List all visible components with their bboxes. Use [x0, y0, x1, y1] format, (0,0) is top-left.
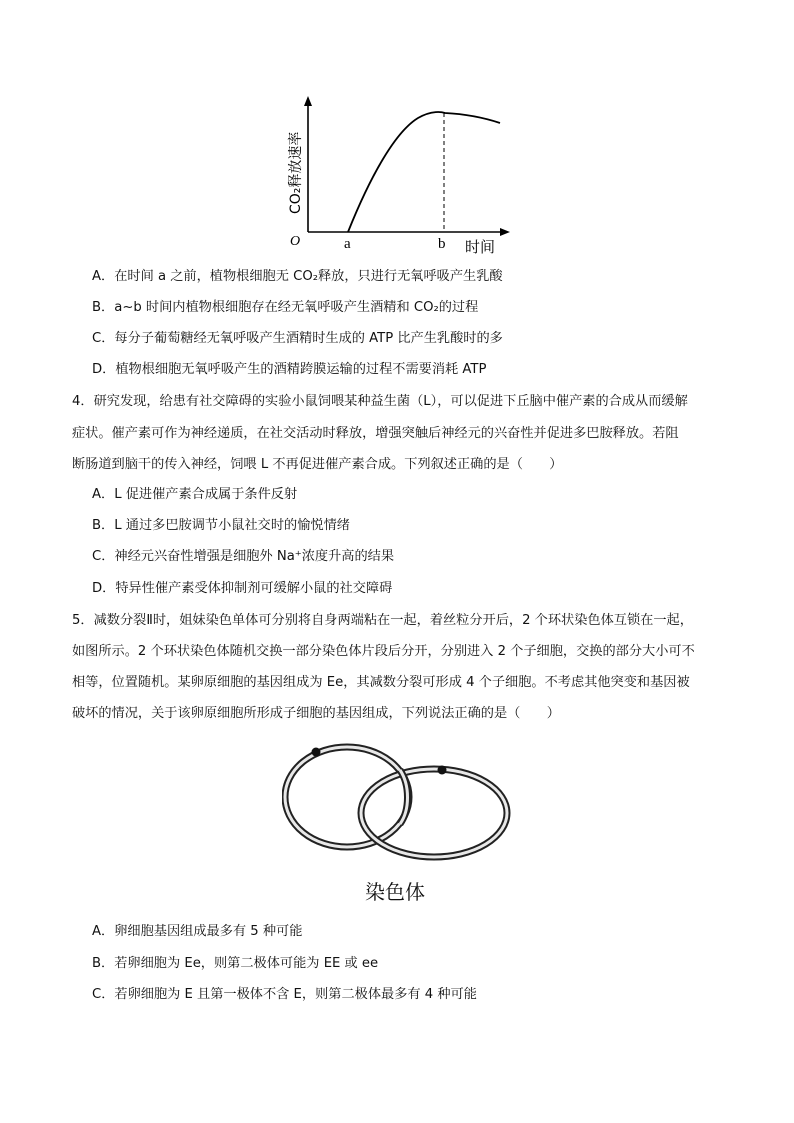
q5-option-a: A．卵细胞基因组成最多有 5 种可能 — [92, 924, 303, 939]
interlocked-chromosome-figure — [282, 740, 514, 865]
q5-stem-line-3: 相等，位置随机。某卵原细胞的基因组成为 Ee，其减数分裂可形成 4 个子细胞。不考虑其他突变和基因被 — [72, 675, 690, 690]
q3-option-c: C．每分子葡萄糖经无氧呼吸产生酒精时生成的 ATP 比产生乳酸时的多 — [92, 331, 503, 346]
right-ring-inner — [361, 769, 507, 857]
q3-option-d: D．植物根细胞无氧呼吸产生的酒精跨膜运输的过程不需要消耗 ATP — [92, 362, 487, 377]
q5-option-b: B．若卵细胞为 Ee，则第二极体可能为 EE 或 ee — [92, 956, 379, 971]
q5-stem-line-1: 5．减数分裂Ⅱ时，姐妹染色单体可分别将自身两端粘在一起，着丝粒分开后，2 个环状染色体互锁在一起， — [72, 613, 693, 628]
q4-stem-line-3: 断肠道到脑干的传入神经，饲喂 L 不再促进催产素合成。下列叙述正确的是（ ） — [72, 457, 563, 472]
x-axis-label: 时间 — [465, 238, 496, 256]
q4-option-b: B．L 通过多巴胺调节小鼠社交时的愉悦情绪 — [92, 518, 350, 533]
left-ring-inner — [285, 747, 409, 847]
q3-option-b: B．a~b 时间内植物根细胞存在经无氧呼吸产生酒精和 CO₂的过程 — [92, 300, 479, 315]
q4-stem-line-2: 症状。催产素可作为神经递质，在社交活动时释放，增强突触后神经元的兴奋性并促进多巴胺释放。若阻 — [72, 426, 679, 441]
q5-stem-line-2: 如图所示。2 个环状染色体随机交换一部分染色体片段后分开，分别进入 2 个子细胞，交换的部分大小可不 — [72, 644, 695, 659]
q3-option-a: A．在时间 a 之前，植物根细胞无 CO₂释放，只进行无氧呼吸产生乳酸 — [92, 269, 503, 284]
figure-caption: 染色体 — [365, 880, 425, 904]
q4-option-d: D．特异性催产素受体抑制剂可缓解小鼠的社交障碍 — [92, 581, 393, 596]
co2-release-curve — [348, 112, 500, 232]
centromere-right — [438, 766, 447, 775]
co2-release-chart — [270, 92, 510, 257]
x-tick-b: b — [438, 236, 446, 252]
y-axis-arrow — [304, 96, 312, 106]
q4-option-a: A．L 促进催产素合成属于条件反射 — [92, 487, 298, 502]
x-axis-arrow — [500, 228, 510, 236]
x-tick-a: a — [344, 236, 351, 252]
centromere-left — [312, 748, 321, 757]
q4-option-c: C．神经元兴奋性增强是细胞外 Na⁺浓度升高的结果 — [92, 549, 395, 564]
q4-stem-line-1: 4．研究发现，给患有社交障碍的实验小鼠饲喂某种益生菌（L），可以促进下丘脑中催产素的合成从而缓解 — [72, 394, 688, 409]
origin-label: O — [290, 234, 301, 249]
q5-stem-line-4: 破坏的情况，关于该卵原细胞所形成子细胞的基因组成，下列说法正确的是（ ） — [72, 706, 560, 721]
y-axis-label: CO₂释放速率 — [288, 131, 304, 214]
q5-option-c: C．若卵细胞为 E 且第一极体不含 E，则第二极体最多有 4 种可能 — [92, 987, 477, 1002]
